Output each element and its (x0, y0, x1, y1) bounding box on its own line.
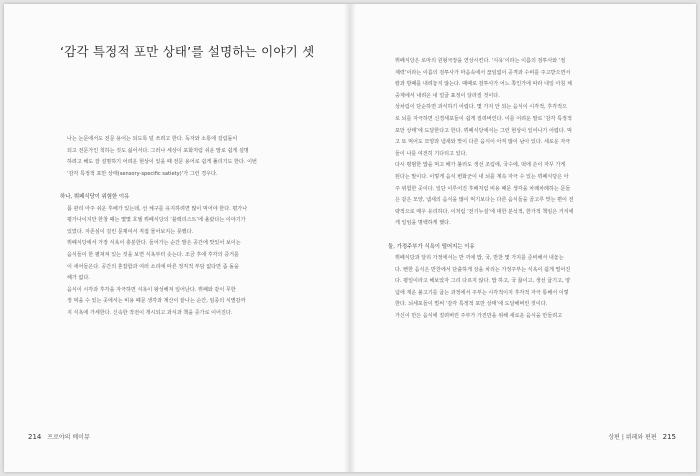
right-page (350, 4, 696, 472)
text-line: 칼과 방패를 내려놓지 않는다. 때때로 검투사가 어느 쪽인가에 따라 내일 아침 체 (395, 81, 572, 88)
body-paragraph (388, 160, 650, 230)
text-line: 뷔페식당과 달리 가정에서는 반 끼에 밥, 국, 반찬 몇 가지를 준비해서 내놓는 (395, 255, 564, 262)
body-paragraph (60, 134, 322, 180)
text-line: 고 또 먹어도 모양과 냄새와 맛이 다른 음식이 아직 많이 남아 있다. 새로운 자극 (395, 139, 571, 146)
left-page-text-column (60, 134, 322, 320)
text-line: 나는 논문에서도 전문 용어는 되도록 덜 쓰려고 한다. 독자와 소통에 걸림돌이 (67, 136, 238, 142)
left-page (4, 4, 350, 472)
text-line: 로 뇌를 자극하면 신경세포들이 쉽게 질려버린다. 이를 어려운 말로 ‘감각 특정적 (395, 115, 572, 122)
text-line: 평가나이지만 한창 때는 몇몇 호텔 뷔페식당의 ‘블랙리스트’에 올랐다는 이야기가 (67, 217, 246, 224)
body-paragraph (60, 285, 322, 320)
paragraph-spacer (60, 180, 322, 192)
text-line: 들이 나를 여전히 기다리고 있다. (395, 150, 468, 157)
right-folio (608, 432, 680, 441)
text-line: 포만 상태’에 도달한다고 한다. 뷔페식당에서는 그런 현상이 일어나기 어렵다. 먹 (395, 127, 572, 134)
text-line: 상차림이 단순하면 과식하기 어렵다. 몇 가지 안 되는 음식이 시각적, 후각적으 (395, 104, 567, 111)
text-line: 다. 평일이라고 해보았자 그리 다르지 않다. 밥 하고, 국 끓이고, 생선 굽기고, 양 (395, 278, 571, 285)
text-line: 몸 관리 아주 쉬운 후배가 있는데, 선 체구를 유지하려면 많이 먹어야 한다. 평가나 (67, 205, 248, 212)
text-line: 다. 뻔한 음식은 반찬에서 단출하게 상을 차리는 가정주부는 식욕이 쉽게 떨어진 (395, 266, 571, 273)
text-line: 게 일임을 명백하게 했다. (395, 220, 451, 227)
body-paragraph (60, 238, 322, 284)
running-title: 프로야의 베이뮤 (47, 434, 90, 441)
text-line: ‘감각 특정적 포만 상태(sensory-specific satiety)’가 그런 경우다. (67, 170, 218, 177)
body-paragraph (60, 204, 322, 239)
text-line: 뷔페식당에서 가장 식욕이 충분한다. 들어가는 순간 발은 공간에 맛있어 보이는 (67, 240, 241, 247)
page-number: 215 (662, 433, 676, 441)
text-line: 이 새어들온다. 공간의 혼잡함과 여러 소리에 따른 정직적 부담 없다면 좀 돌을 (67, 263, 239, 270)
page-number: 214 (28, 433, 42, 441)
body-paragraph (388, 311, 650, 323)
text-line: 지 식욕에 가세한다. 신속한 작전이 개시되고 과식과 책을 증가로 이어진다. (67, 309, 233, 316)
left-folio (24, 432, 90, 441)
text-line: 음식이 시각과 후각을 자극하면 식욕이 왕성해져 일어난다. 뷔페와 같이 무한 (67, 286, 236, 293)
text-line: 있었다. 자존심이 걸린 문제여서 직접 물어보지는 못했다. (67, 228, 194, 235)
section-heading: 둘, 가정주부가 식욕이 떨어지는 이유 (388, 243, 475, 250)
text-line: 해가 없다. (67, 275, 90, 282)
running-title: 상편 | 뷔페와 편편 (608, 434, 657, 441)
body-paragraph (388, 102, 650, 160)
body-paragraph (388, 56, 650, 102)
text-line: 략적으로 매우 유리하다. 이처럼 ‘전기누설’에 대한 분석적, 한가적 책임은 거지에 (395, 208, 574, 215)
body-paragraph (388, 253, 650, 311)
text-line: 하려고 해도 잘 설명하기 어려운 현상이 있을 때 전문 용어로 쉽게 풀리기도 한다. 이번 (67, 159, 257, 166)
text-line: 은 같은 모양, 냄새의 음식을 많이 먹기보다는 다른 음식들을 골고루 맛는 편이 전 (395, 197, 574, 204)
text-line: 가신이 만든 음식에 질려버린 주부가 가진만을 위해 새로운 음식을 만들려고 (395, 313, 563, 320)
text-line: 념에 재운 불고기를 굽는 과정에서 주부는 시각적이지 후각적 자극 통해서 이렇 (395, 289, 569, 296)
text-line: 음식들이 한 펼쳐져 있는 것을 보면 식욕부터 솟는다. 조금 후에 후각의 증거를 (67, 251, 239, 258)
text-line: 한다. 뇌세포들이 벌써 ‘감각 특정적 포만 상태’에 도달해버린 것이다. (395, 301, 548, 308)
chapter-title: ‘감각 특정적 포만 상태’를 설명하는 이야기 셋 (60, 44, 315, 59)
text-line: 된다는 말이다. 이렇게 음식 변화군이 내 뇌를 계속 자극 수 있는 뷔페식당은 아 (395, 173, 569, 180)
paragraph-spacer (388, 230, 650, 242)
text-line: 다시 평범한 밥을 먹고 배가 불러도 생선 조림에, 국수에, 떡에 손이 자꾸 가게 (395, 162, 566, 169)
text-line: 제력’이라는 이름의 검투사가 마음속에서 끊임없이 공격과 수비를 주고받으면서 (395, 69, 571, 76)
right-page-text-column (388, 56, 650, 323)
text-line: 정 먹을 수 있는 곳에서는 비용 때문 생각과 계산이 끝나는 순간, 임종의 식별감까 (67, 298, 246, 305)
book-spread (4, 4, 696, 472)
text-line: 뷔페식당은 로마의 원형극장을 연상시킨다. ‘식욕’이라는 이름의 검투사와 ‘절 (395, 58, 566, 64)
text-line: 주 위험한 곳이다. 일단 이루어진 후배처럼 비용 때문 생각을 차례차례하는 문들 (395, 185, 571, 192)
text-line: 중계에서 내려온 내 얼굴 표정이 달라질 것이다. (395, 92, 500, 99)
text-line: 되고 전문가인 척하는 것도 싫어서다. 그러나 세상이 포화처럼 쉬운 말로 쉽게 설명 (67, 147, 249, 154)
section-heading: 하나, 뷔페식당이 위험한 이유 (60, 193, 130, 200)
